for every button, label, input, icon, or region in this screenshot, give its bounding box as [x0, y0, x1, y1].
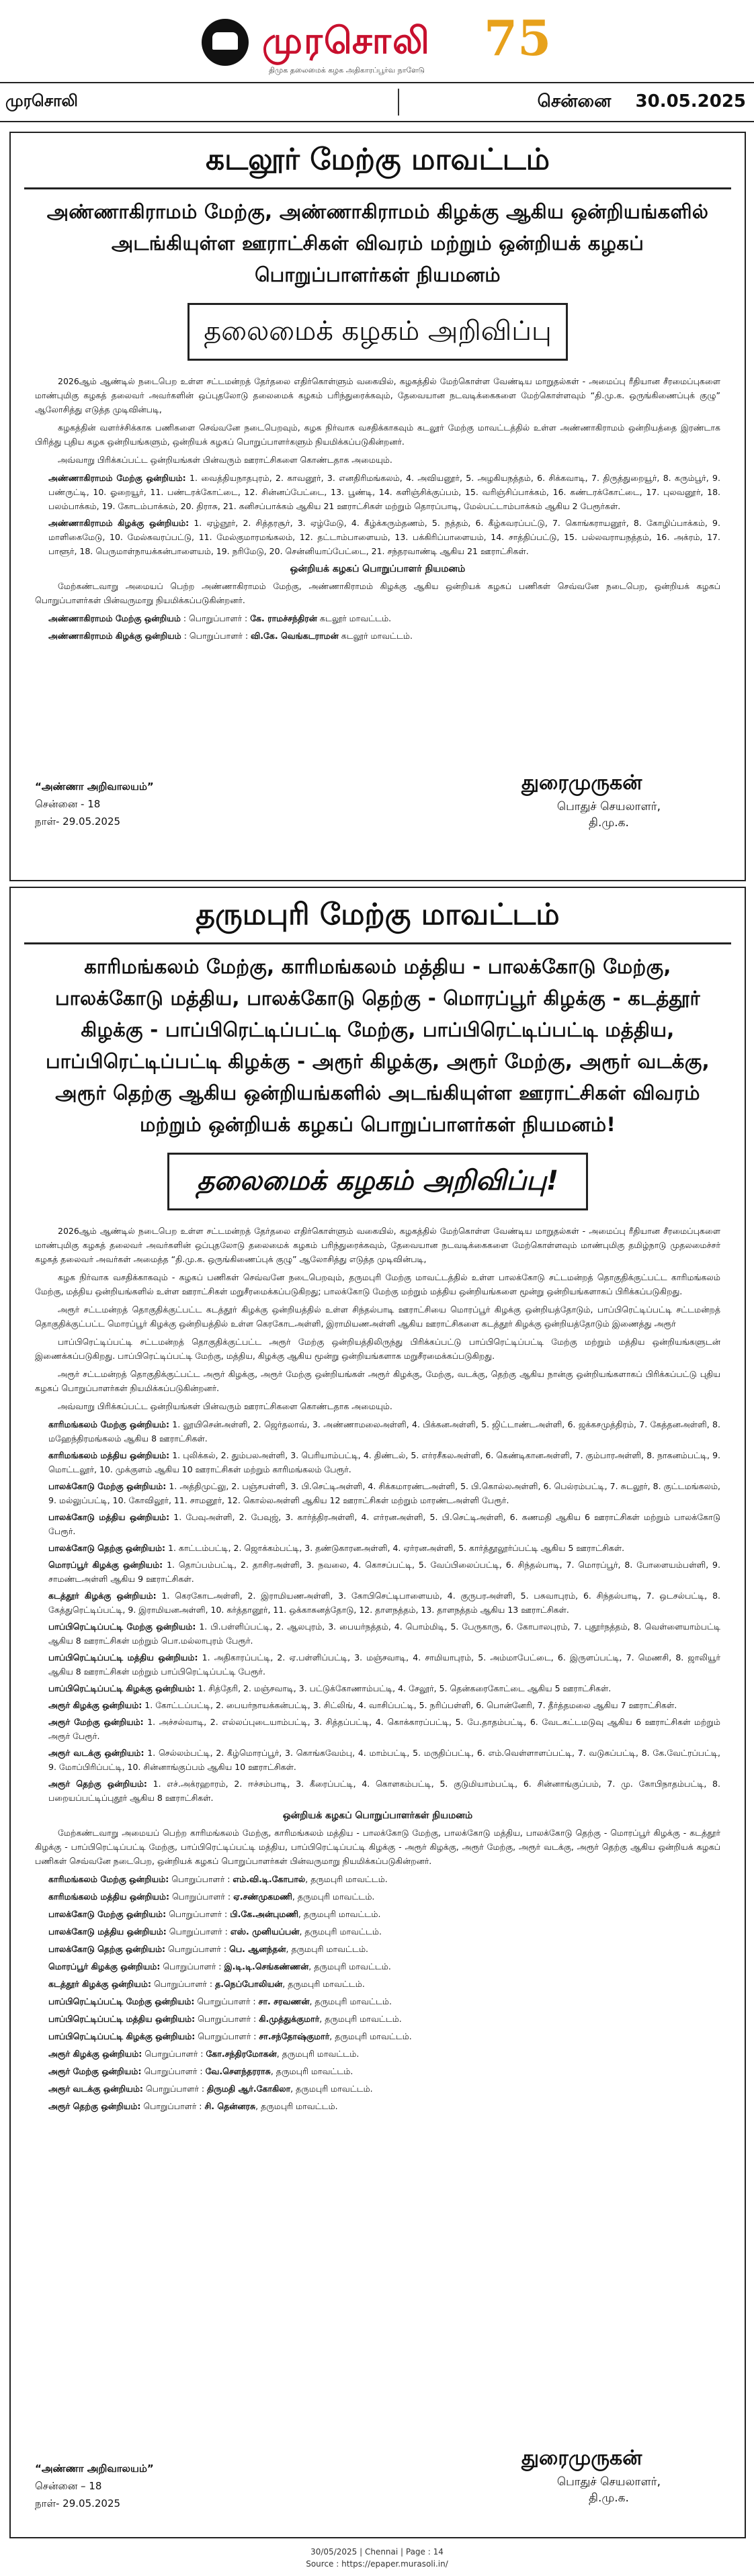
paragraph: கழக நிர்வாக வசதிக்காகவும் - கழகப் பணிகள் செவ்வனே நடைபெறவும், தருமபுரி மேற்கு மாவட்டத்தில் உள்ள பாலக்கோடு சட்டமன்றத் தொகுதிக்குட்பட்ட காரிமங்கலம் மேற்கு, மத்திய ஒன்றியங்களில் உள்ள ஊராட்சிகள் மறுசீரமைக்கப்படுகிறது; பாலக்கோடு மேற்கு மற்றும் மத்திய ஒன்றியங்களை மூன்று ஒன்றியங்களாகப் பிரிக்கப்படுகிறது.	[35, 1272, 720, 1296]
appointment-row: பாலக்கோடு மத்திய ஒன்றியம்: பொறுப்பாளர் : எஸ். முனியப்பன், தருமபுரி மாவட்டம்.	[48, 1926, 382, 1937]
notice-cuddalore	[9, 132, 746, 881]
ward-text: 1. கோட்டப்பட்டி, 2. பையர்நாயக்கன்பட்டி, 3. சிட்லிங், 4. வாசிப்பட்டி, 5. நரிப்பள்ளி, 6. பொன்னேரி, 7. தீர்த்தமலை ஆகிய 7 ஊராட்சிகள்.	[144, 1700, 677, 1710]
ward-text: 1. எச்.அக்ரஹாரம், 2. ஈச்சம்பாடி, 3. கீரைப்பட்டி, 4. கொளகம்பட்டி, 5. குடுமியாம்பட்டி, 6. சின்னாங்குப்பம், 7. மு. கோபிநாதம்பட்டி, 8. பறையப்பட்டிப்புதூர் ஆகிய 8 ஊராட்சிகள்.	[48, 1779, 720, 1803]
signatory-org: தி.மு.க.	[589, 816, 629, 830]
appointment-row: கடத்தூர் கிழக்கு ஒன்றியம்: பொறுப்பாளர் : த.நெப்போலியன், தருமபுரி மாவட்டம்.	[48, 1979, 365, 1989]
place-city: சென்னை – 18	[35, 2480, 102, 2492]
newspaper-logo	[202, 7, 551, 81]
appoint-place: தருமபுரி மாவட்டம்.	[310, 1874, 388, 1884]
appointment-heading: ஒன்றியக் கழகப் பொறுப்பாளர் நியமனம்	[290, 564, 466, 574]
tagline: திமுக தலைமைக் கழக அதிகாரப்பூர்வ நாளேடு	[269, 66, 425, 75]
notice-dharmapuri	[9, 887, 746, 2538]
appoint-name: சா.சந்தோஷ்குமார்	[259, 2031, 330, 2041]
appoint-name: கி.முத்துக்குமார்	[259, 2014, 320, 2024]
appoint-name: பெ. ஆனந்தன்	[229, 1944, 286, 1954]
appoint-name: எஸ். முனியப்பன்	[230, 1926, 300, 1937]
ward-text: 1. தொப்பம்பட்டி, 2. தாசிரஅள்ளி, 3. நவலை, 4. கொசப்பட்டி, 5. வேப்பிலைப்பட்டி, 6. சிந்தல்பாடி, 7. மொரப்பூர், 8. போளையம்பள்ளி, 9. சாமண்டஅள்ளி ஆகிய 9 ஊராட்சிகள்.	[48, 1560, 720, 1584]
appoint-role: பொறுப்பாளர் :	[198, 2014, 257, 2024]
appoint-unit: அரூர் வடக்கு ஒன்றியம்:	[48, 2084, 143, 2094]
appoint-name: சி. தென்னரசு	[204, 2101, 256, 2111]
paragraph: அரூர் சட்டமன்றத் தொகுதிக்குட்பட்ட அரூர் கிழக்கு, அரூர் மேற்கு ஒன்றியங்கள் அரூர் கிழக்கு, மேற்கு, வடக்கு, தெற்கு ஆகிய நான்கு ஒன்றியங்களாகப் பிரிக்கப்பட்டு புதிய கழகப் பொறுப்பாளர்கள் நியமிக்கப்படுகின்றனர்.	[35, 1369, 720, 1393]
ward-label: அண்ணாகிராமம் மேற்கு ஒன்றியம்:	[48, 473, 186, 483]
appoint-place: கடலூர் மாவட்டம்.	[341, 631, 413, 641]
ward-text: 1. கெரகோடஅள்ளி, 2. இராமியணஅள்ளி, 3. கோபிசெட்டிபாளையம், 4. குருபரஅள்ளி, 5. பசுவாபுரம், 6. சிந்தல்பாடி, 7. ஒடசல்பட்டி, 8. கேத்துரெட்டிப்பட்டி, 9. இராமியனஅள்ளி, 10. கர்த்தானூர், 11. ஒக்காசுனத்தோடு, 12. தாளநத்தம், 13. தாளநத்தம் ஆகிய 13 ஊராட்சிகள்.	[48, 1591, 721, 1615]
appoint-place: தருமபுரி மாவட்டம்.	[288, 1979, 365, 1989]
appointment-row: அரூர் மேற்கு ஒன்றியம்: பொறுப்பாளர் : வே.சௌந்தரராசு, தருமபுரி மாவட்டம்.	[48, 2066, 353, 2076]
signature-place	[35, 778, 154, 830]
appoint-unit: காரிமங்கலம் மேற்கு ஒன்றியம்:	[48, 1874, 169, 1884]
divider	[398, 89, 399, 116]
appoint-place: தருமபுரி மாவட்டம்.	[314, 1961, 391, 1971]
ward-text: 1. பி.பள்ளிப்பட்டி, 2. ஆலபுரம், 3. பையர்நத்தம், 4. பொம்மிடி, 5. பேருகாரு, 6. கோபாலபுரம், 7. புதூர்நத்தம், 8. வெள்ளையாம்பட்டி ஆகிய 8 ஊராட்சிகள் மற்றும் பொ.மல்லாபுரம் பேரூர்.	[48, 1622, 720, 1646]
appoint-name: வி.கே. வெங்கடராமன்	[251, 631, 339, 641]
signatory-org: தி.மு.க.	[589, 2491, 629, 2505]
footer-source-link[interactable]: Source : https://epaper.murasoli.in/	[306, 2559, 448, 2569]
date: 30.05.2025	[635, 91, 746, 112]
appoint-place: தருமபுரி மாவட்டம்.	[315, 1996, 392, 2006]
ward-list-item	[35, 516, 720, 558]
ward-list-item	[35, 1619, 720, 1648]
appoint-name: சா. சரவணன்	[258, 1996, 310, 2006]
appoint-name: ஏ.சண்முகமணி	[233, 1892, 292, 1902]
appoint-unit: பாப்பிரெட்டிப்பட்டி மேற்கு ஒன்றியம்:	[48, 1996, 195, 2006]
appointment-row: பாலக்கோடு மேற்கு ஒன்றியம்: பொறுப்பாளர் : பி.கே.அன்புமணி, தருமபுரி மாவட்டம்.	[48, 1909, 381, 1919]
ward-list-item	[35, 1448, 720, 1476]
ward-list-item	[35, 1746, 720, 1774]
appoint-unit: காரிமங்கலம் மத்திய ஒன்றியம்:	[48, 1892, 169, 1902]
appoint-role: பொறுப்பாளர் :	[144, 2066, 203, 2076]
appoint-name: கே. ராமச்சந்திரன்	[250, 613, 317, 623]
footer-page-info: 30/05/2025 | Chennai | Page : 14	[310, 2547, 444, 2557]
place-city: சென்னை - 18	[35, 798, 101, 810]
anniversary-number: 75	[484, 9, 552, 66]
appoint-unit: அண்ணாகிராமம் மேற்கு ஒன்றியம்	[48, 613, 181, 623]
appoint-role: பொறுப்பாளர் :	[169, 1909, 228, 1919]
appointment-intro: மேற்கண்டவாறு அமையப் பெற்ற அண்ணாகிராமம் மேற்கு, அண்ணாகிராமம் கிழக்கு ஆகிய ஒன்றியக் கழகப் பணிகள் செவ்வனே நடைபெற, ஒன்றியக் கழகப் பொறுப்பாளர்கள் பின்வருமாறு நியமிக்கப்படுகின்றனர்.	[35, 581, 720, 605]
appointment-row: அரூர் கிழக்கு ஒன்றியம்: பொறுப்பாளர் : கோ.சந்திரமோகன், தருமபுரி மாவட்டம்.	[48, 2049, 360, 2059]
appointment-intro: மேற்கண்டவாறு அமையப் பெற்ற காரிமங்கலம் மேற்கு, காரிமங்கலம் மத்திய - பாலக்கோடு மேற்கு, பாலக்கோடு மத்திய, பாலக்கோடு தெற்கு - மொரப்பூர் கிழக்கு - கடத்தூர் கிழக்கு - பாப்பிரெட்டிப்பட்டி மேற்கு, பாப்பிரெட்டிப்பட்டி மத்திய, பாப்பிரெட்டிப்பட்டி கிழக்கு - அரூர் கிழக்கு, அரூர் மேற்கு, அரூர் வடக்கு, அரூர் தெற்கு ஆகிய ஒன்றியக் கழகப் பணிகள் செவ்வனே நடைபெற, ஒன்றியக் கழகப் பொறுப்பாளர்கள் பின்வருமாறு நியமிக்கப்படுகின்றனர்.	[35, 1828, 720, 1866]
announcement-box: தலைமைக் கழகம் அறிவிப்பு!	[167, 1153, 588, 1210]
paragraph: அவ்வாறு பிரிக்கப்பட்ட ஒன்றியங்கள் பின்வரும் ஊராட்சிகளை கொண்டதாக அமையும்.	[58, 1401, 392, 1411]
masthead	[0, 0, 754, 121]
ward-text: 1. அதிகாரப்பட்டி, 2. ஏ.பள்ளிப்பட்டி, 3. மஞ்சவாடி, 4. சாமியாபுரம், 5. அம்மாபேட்டை, 6. இருளப்பட்டி, 7. மெணசி, 8. ஜாலியூர் ஆகிய 8 ஊராட்சிகள் மற்றும் பாப்பிரெட்டிப்பட்டி பேரூர்.	[48, 1652, 721, 1677]
ward-list-item	[35, 1698, 720, 1712]
ward-text: 1. புலிக்கல், 2. தும்பலஅள்ளி, 3. பெரியாம்பட்டி, 4. திண்டல், 5. எர்ரசீகலஅள்ளி, 6. கெண்டிகானஅள்ளி, 7. கும்பாரஅள்ளி, 8. நாகனம்பட்டி, 9. மொட்டலூர், 10. முக்குளம் ஆகிய 10 ஊராட்சிகள் மற்றும் காரிமங்கலம் பேரூர்.	[48, 1450, 720, 1474]
appointment-row: அரூர் வடக்கு ஒன்றியம்: பொறுப்பாளர் : திருமதி ஆர்.கோகிலா, தருமபுரி மாவட்டம்.	[48, 2084, 373, 2094]
appointment-row: பாப்பிரெட்டிப்பட்டி மத்திய ஒன்றியம்: பொறுப்பாளர் : கி.முத்துக்குமார், தருமபுரி மாவட்டம்.	[48, 2014, 402, 2024]
ward-label: பாப்பிரெட்டிப்பட்டி கிழக்கு ஒன்றியம்:	[48, 1683, 196, 1693]
ward-text: 1. சித்தேரி, 2. மஞ்சவாடி, 3. பட்டுக்கோணாம்பட்டி, 4. சேலூர், 5. தென்கரைகோட்டை ஆகிய 5 ஊராட்சிகள்.	[198, 1683, 612, 1693]
appointment-row: காரிமங்கலம் மேற்கு ஒன்றியம்: பொறுப்பாளர் : எம்.வி.டி.கோபால், தருமபுரி மாவட்டம்.	[48, 1874, 388, 1884]
appoint-unit: அரூர் மேற்கு ஒன்றியம்:	[48, 2066, 142, 2076]
ward-label: பாலக்கோடு மேற்கு ஒன்றியம்:	[48, 1481, 167, 1491]
notice-date: நாள்- 29.05.2025	[35, 2497, 121, 2510]
ward-list-item	[35, 1589, 720, 1617]
appoint-role: பொறுப்பாளர் :	[163, 1961, 222, 1971]
appoint-role: பொறுப்பாளர் :	[145, 2084, 205, 2094]
appoint-role: பொறுப்பாளர் :	[144, 2049, 204, 2059]
appoint-unit: பாப்பிரெட்டிப்பட்டி மத்திய ஒன்றியம்:	[48, 2014, 196, 2024]
appoint-role: பொறுப்பாளர் :	[197, 1996, 256, 2006]
appointment-row: அரூர் தெற்கு ஒன்றியம்: பொறுப்பாளர் : சி. தென்னரசு, தருமபுரி மாவட்டம்.	[48, 2101, 338, 2111]
appoint-unit: அரூர் கிழக்கு ஒன்றியம்:	[48, 2049, 142, 2059]
place-quote: “அண்ணா அறிவாலயம்”	[35, 2462, 154, 2475]
appoint-place: தருமபுரி மாவட்டம்.	[335, 2031, 412, 2041]
appoint-role: பொறுப்பாளர் :	[169, 1926, 228, 1937]
appoint-name: திருமதி ஆர்.கோகிலா	[207, 2084, 291, 2094]
appoint-place: தருமபுரி மாவட்டம்.	[296, 2084, 373, 2094]
ward-text: 1. அத்திமுட்லு, 2. பஞ்சபள்ளி, 3. பி.செட்டிஅள்ளி, 4. சிக்கமாரண்டஅள்ளி, 5. பி.கொல்லஅள்ளி, 6. பெல்ரம்பட்டி, 7. சுடலூர், 8. குட்டமங்கலம், 9. மல்லுப்பட்டி, 10. கோவிலூர், 11. சாமனூர், 12. கொல்லஅள்ளி ஆகிய 12 ஊராட்சிகள் மற்றும் மாரண்டஅள்ளி பேரூர்.	[48, 1481, 720, 1505]
appoint-name: வே.சௌந்தரராசு	[205, 2066, 271, 2076]
appoint-role: பொறுப்பாளர் :	[171, 1892, 231, 1902]
appoint-unit: கடத்தூர் கிழக்கு ஒன்றியம்:	[48, 1979, 151, 1989]
ward-label: அண்ணாகிராமம் கிழக்கு ஒன்றியம்:	[48, 518, 190, 528]
ward-label: கடத்தூர் கிழக்கு ஒன்றியம்:	[48, 1591, 157, 1601]
ward-text: 1. லூயிசென்அள்ளி, 2. ஜெர்தலாவ், 3. அண்ணாமலைஅள்ளி, 4. பிக்கனஅள்ளி, 5. ஜிட்டாண்டஅள்ளி, 6. ஜக்கசமுத்திரம், 7. கேத்தனஅள்ளி, 8. மஹேந்திரமங்கலம் ஆகிய 8 ஊராட்சிகள்.	[48, 1419, 720, 1444]
ward-list-item	[35, 1681, 720, 1695]
appoint-role: பொறுப்பாளர் :	[143, 2101, 202, 2111]
notice-date: நாள்- 29.05.2025	[35, 815, 121, 828]
appoint-unit: அண்ணாகிராமம் கிழக்கு ஒன்றியம்	[48, 631, 181, 641]
ward-list-item	[35, 1558, 720, 1586]
ward-list-item	[35, 1541, 720, 1555]
signature	[521, 2446, 696, 2506]
appoint-unit: மொரப்பூர் கிழக்கு ஒன்றியம்:	[48, 1961, 161, 1971]
appoint-place: தருமபுரி மாவட்டம்.	[303, 1909, 381, 1919]
appoint-place: தருமபுரி மாவட்டம்.	[297, 1892, 375, 1902]
ward-label: அரூர் கிழக்கு ஒன்றியம்:	[48, 1700, 142, 1710]
ward-list-item	[35, 1510, 720, 1538]
ward-text: 1. காட்டம்பட்டி, 2. ஜொக்கம்பட்டி, 3. தண்டுகாரனஅள்ளி, 4. ஏர்ரனஅள்ளி, 5. கார்த்தூலூர்ப்பட்டி ஆகிய 5 ஊராட்சிகள்.	[168, 1543, 625, 1553]
appointment-heading: ஒன்றியக் கழகப் பொறுப்பாளர்கள் நியமனம்	[282, 1810, 473, 1821]
appoint-unit: பாலக்கோடு மத்திய ஒன்றியம்:	[48, 1926, 167, 1937]
ward-text: 1. அச்சல்வாடி, 2. எல்லப்புடையாம்பட்டி, 3. சித்தப்பட்டி, 4. கொக்காரப்பட்டி, 5. பே.தாதம்பட்டி, 6. வேடகட்டமடுவு ஆகிய 6 ஊராட்சிகள் மற்றும் அரூர் பேரூர்.	[48, 1717, 720, 1741]
ward-list-item	[35, 1777, 720, 1805]
ward-list-item	[35, 1417, 720, 1446]
appoint-name: பி.கே.அன்புமணி	[230, 1909, 298, 1919]
district-title: கடலூர் மேற்கு மாவட்டம்	[24, 133, 731, 189]
paragraph: 2026ஆம் ஆண்டில் நடைபெற உள்ள சட்டமன்றத் தேர்தலை எதிர்கொள்ளும் வகையில், கழகத்தில் மேற்கொள்ள வேண்டிய மாறுதல்கள் - அமைப்பு ரீதியான சீரமைப்புகளை மாண்புமிகு கழகத் தலைவர் அவர்களின் ஒப்புதலோடு தலைமைக் கழகம் பரிந்துரைக்கவும், தேவையான நடவடிக்கைகளை மேற்கொள்ளவும் மாண்புமிகு தமிழ்நாடு முதலமைச்சர் கழகத் தலைவர் அவர்கள் அமைத்த “தி.மு.க. ஒருங்கிணைப்புக் குழு” ஆலோசித்து எடுத்த முடிவின்படி,	[35, 1226, 720, 1264]
paragraph: கழகத்தின் வளர்ச்சிக்காக பணிகளை செவ்வனே நடைபெறவும், கழக நிர்வாக வசதிக்காகவும் கடலூர் மேற்கு மாவட்டத்தில் உள்ள அண்ணாகிராமம் ஒன்றியத்தை இரண்டாக பிரித்து புதிய கழக ஒன்றியங்களும், ஒன்றியக் கழகப் பொறுப்பாளர்களும் நியமிக்கப்படுகின்றனர்.	[35, 423, 720, 447]
appoint-unit: அரூர் தெற்கு ஒன்றியம்:	[48, 2101, 141, 2111]
appoint-role: பொறுப்பாளர் :	[198, 2031, 257, 2041]
notice-headline: அண்ணாகிராமம் மேற்கு, அண்ணாகிராமம் கிழக்கு ஆகிய ஒன்றியங்களில் அடங்கியுள்ள ஊராட்சிகள் விவரம் மற்றும் ஒன்றியக் கழகப் பொறுப்பாளர்கள் நியமனம்	[46, 200, 709, 286]
appointment-row: பாலக்கோடு தெற்கு ஒன்றியம்: பொறுப்பாளர் : பெ. ஆனந்தன், தருமபுரி மாவட்டம்.	[48, 1944, 368, 1954]
signatory-name: துரைமுருகன்	[521, 2446, 642, 2470]
appoint-role: பொறுப்பாளர் :	[171, 1874, 231, 1884]
appointment-row: மொரப்பூர் கிழக்கு ஒன்றியம்: பொறுப்பாளர் : இ.டி.டி.செங்கண்ணன், தருமபுரி மாவட்டம்.	[48, 1961, 391, 1971]
appointment-row: பாப்பிரெட்டிப்பட்டி கிழக்கு ஒன்றியம்: பொறுப்பாளர் : சா.சந்தோஷ்குமார், தருமபுரி மாவட்டம்.	[48, 2031, 412, 2041]
paragraph: அரூர் சட்டமன்றத் தொகுதிக்குட்பட்ட கடத்தூர் கிழக்கு ஒன்றியத்தில் உள்ள சிந்தல்பாடி ஊராட்சியை மொரப்பூர் கிழக்கு ஒன்றியத்தோடும், பாப்பிரெட்டிப்பட்டி சட்டமன்றத் தொகுதிக்குட்பட்ட மொரப்பூர் கிழக்கு ஒன்றியத்தில் உள்ள கெரகோடஅள்ளி, இராமியணஅள்ளி ஆகிய ஊராட்சிகளை கடத்தூர் கிழக்கு ஒன்றியத்தோடும் இணைத்து அரூர்	[35, 1304, 720, 1329]
appoint-unit: பாப்பிரெட்டிப்பட்டி கிழக்கு ஒன்றியம்:	[48, 2031, 196, 2041]
paragraph: அவ்வாறு பிரிக்கப்பட்ட ஒன்றியங்கள் பின்வரும் ஊராட்சிகளை கொண்டதாக அமையும்.	[58, 455, 392, 465]
appointment-row: பாப்பிரெட்டிப்பட்டி மேற்கு ஒன்றியம்: பொறுப்பாளர் : சா. சரவணன், தருமபுரி மாவட்டம்.	[48, 1996, 392, 2006]
ward-label: பாப்பிரெட்டிப்பட்டி மேற்கு ஒன்றியம்:	[48, 1622, 196, 1632]
ward-label: காரிமங்கலம் மத்திய ஒன்றியம்:	[48, 1450, 170, 1460]
appoint-place: தருமபுரி மாவட்டம்.	[291, 1944, 368, 1954]
appoint-place: தருமபுரி மாவட்டம்.	[282, 2049, 360, 2059]
place-quote: “அண்ணா அறிவாலயம்”	[35, 781, 154, 793]
appoint-role: : பொறுப்பாளர் :	[183, 613, 248, 623]
appoint-place: தருமபுரி மாவட்டம்.	[325, 2014, 402, 2024]
appoint-name: கோ.சந்திரமோகன்	[206, 2049, 277, 2059]
district-title: தருமபுரி மேற்கு மாவட்டம்	[24, 888, 731, 944]
appoint-role: பொறுப்பாளர் :	[153, 1979, 213, 1989]
appoint-place: தருமபுரி மாவட்டம்.	[276, 2066, 353, 2076]
ward-list-item	[35, 1650, 720, 1679]
newspaper-name: முரசொலி	[262, 19, 431, 62]
ward-label: அரூர் மேற்கு ஒன்றியம்:	[48, 1717, 144, 1727]
signature	[521, 771, 696, 831]
appoint-role: : பொறுப்பாளர் :	[183, 631, 249, 641]
rising-sun-icon	[202, 19, 249, 66]
ward-text: 1. வைத்தியநாதபுரம், 2. காவனூர், 3. எனதிரிமங்கலம், 4. அவியனூர், 5. அழகியநத்தம், 6. சிக்கவாடி, 7. திருத்துறையூர், 8. கரும்பூர், 9. பண்ருட்டி, 10. ஓறையூர், 11. பண்டரக்கோட்டை, 12. சின்னப்பேட்டை, 13. பூண்டி, 14. களிஞ்சிக்குப்பம், 15. வரிஞ்சிப்பாக்கம், 16. கண்டரக்கோட்டை, 17. புலவனூர், 18. பலம்பாக்கம், 19. கோடம்பாக்கம், 20. திராசு, 21. கனிசப்பாக்கம் ஆகிய 21 ஊராட்சிகள் மற்றும் தொரப்பாடி, மேல்பட்டாம்பாக்கம் ஆகிய 2 பேரூர்கள்.	[48, 473, 720, 511]
ward-list-item	[35, 1479, 720, 1507]
ward-label: மொரப்பூர் கிழக்கு ஒன்றியம்:	[48, 1560, 163, 1570]
appoint-name: இ.டி.டி.செங்கண்ணன்	[224, 1961, 309, 1971]
ward-label: பாப்பிரெட்டிப்பட்டி மத்திய ஒன்றியம்:	[48, 1652, 198, 1662]
appointment-row	[35, 611, 720, 625]
ward-text: 1. செல்லம்பட்டி, 2. கீழ்மொரப்பூர், 3. கொங்கவேம்பு, 4. மாம்பட்டி, 5. மருதிப்பட்டி, 6. எம்.வெள்ளாளப்பட்டி, 7. வடுகப்பட்டி, 8. கே.வேட்ரப்பட்டி, 9. மோப்பிரிப்பட்டி, 10. சின்னாங்குப்பம் ஆகிய 10 ஊராட்சிகள்.	[48, 1748, 720, 1772]
ward-label: காரிமங்கலம் மேற்கு ஒன்றியம்:	[48, 1419, 169, 1429]
ward-text: 1. பேவுஅள்ளி, 2. பேவுஜ், 3. கார்த்திரஅள்ளி, 4. எர்ரனஅள்ளி, 5. பி.செட்டிஅள்ளி, 6. கணமதி ஆகிய 6 ஊராட்சிகள் மற்றும் பாலக்கோடு பேரூர்.	[48, 1512, 720, 1536]
ward-label: பாலக்கோடு தெற்கு ஒன்றியம்:	[48, 1543, 166, 1553]
appoint-name: எம்.வி.டி.கோபால்	[233, 1874, 306, 1884]
appoint-place: தருமபுரி மாவட்டம்.	[261, 2101, 338, 2111]
paragraph: பாப்பிரெட்டிப்பட்டி சட்டமன்றத் தொகுதிக்குட்பட்ட அரூர் மேற்கு ஒன்றியத்திலிருந்து பிரிக்கப்பட்டு பாப்பிரெட்டிப்பட்டி மேற்கு மற்றும் மத்திய ஒன்றியங்களுடன் இணைக்கப்படுகிறது. பாப்பிரெட்டிப்பட்டி மேற்கு, மத்திய, கிழக்கு ஆகிய மூன்று ஒன்றியங்களாக மறுசீரமைக்கப்படுகிறது.	[35, 1337, 720, 1361]
appoint-place: கடலூர் மாவட்டம்.	[319, 613, 392, 623]
appoint-unit: பாலக்கோடு மேற்கு ஒன்றியம்:	[48, 1909, 167, 1919]
appoint-unit: பாலக்கோடு தெற்கு ஒன்றியம்:	[48, 1944, 166, 1954]
ward-label: அரூர் வடக்கு ஒன்றியம்:	[48, 1748, 144, 1758]
ward-list-item	[35, 471, 720, 513]
meta-bar	[0, 82, 754, 122]
masthead-dateline	[538, 91, 746, 114]
signatory-name: துரைமுருகன்	[521, 771, 642, 795]
page-footer	[0, 2546, 754, 2570]
ward-list-item	[35, 1715, 720, 1743]
signatory-title: பொதுச் செயலாளர்,	[556, 800, 661, 813]
anniversary-badge	[484, 9, 552, 77]
notice-headline: காரிமங்கலம் மேற்கு, காரிமங்கலம் மத்திய - பாலக்கோடு மேற்கு, பாலக்கோடு மத்திய, பாலக்கோடு தெற்கு - மொரப்பூர் கிழக்கு - கடத்தூர் கிழக்கு - பாப்பிரெட்டிப்பட்டி மேற்கு, பாப்பிரெட்டிப்பட்டி மத்திய, பாப்பிரெட்டிப்பட்டி கிழக்கு - அரூர் கிழக்கு, அரூர் மேற்கு, அரூர் வடக்கு, அரூர் தெற்கு ஆகிய ஒன்றியங்களில் அடங்கியுள்ள ஊராட்சிகள் விவரம் மற்றும் ஒன்றியக் கழகப் பொறுப்பாளர்கள் நியமனம்!	[46, 955, 710, 1136]
appoint-role: பொறுப்பாளர் :	[168, 1944, 227, 1954]
ward-text: 1. ஏழ்ஞூர், 2. சித்தரசூர், 3. ஏழ்மேடு, 4. கீழ்க்கரும்தணம், 5. நத்தம், 6. கீழ்கவரப்பட்டு, 7. கொங்கராயனூர், 8. கோழிப்பாக்கம், 9. மாளிகைமேடு, 10. மேல்கவரப்பட்டு, 11. மேல்குமாரமங்கலம், 12. தட்டாம்பாளையம், 13. பக்கிரிப்பாளையம், 14. சாத்திப்பட்டு, 15. பல்லவராயநத்தம், 16. அக்ரம், 17. பாளூர், 18. பெருமாள்நாயக்கன்பாளையம், 19. நரிமேடு, 20. சென்னியாப்பேட்டை, 21. சந்தரவாண்டி ஆகிய 21 ஊராட்சிகள்.	[48, 518, 720, 556]
announcement-box: தலைமைக் கழகம் அறிவிப்பு	[187, 303, 568, 361]
masthead-left-label: முரசொலி	[5, 91, 78, 110]
ward-label: அரூர் தெற்கு ஒன்றியம்:	[48, 1779, 147, 1789]
appoint-name: த.நெப்போலியன்	[215, 1979, 283, 1989]
appointment-row	[35, 629, 720, 643]
signatory-title: பொதுச் செயலாளர்,	[556, 2475, 661, 2489]
notice-body	[11, 374, 745, 643]
appointment-row: காரிமங்கலம் மத்திய ஒன்றியம்: பொறுப்பாளர் : ஏ.சண்முகமணி, தருமபுரி மாவட்டம்.	[48, 1892, 375, 1902]
ward-label: பாலக்கோடு மத்திய ஒன்றியம்:	[48, 1512, 170, 1522]
notice-body	[11, 1224, 745, 2113]
appoint-place: தருமபுரி மாவட்டம்.	[304, 1926, 382, 1937]
paragraph: 2026ஆம் ஆண்டில் நடைபெற உள்ள சட்டமன்றத் தேர்தலை எதிர்கொள்ளும் வகையில், கழகத்தில் மேற்கொள்ள வேண்டிய மாறுதல்கள் - அமைப்பு ரீதியான சீரமைப்புகளை மாண்புமிகு கழகத் தலைவர் அவர்களின் ஒப்புதலோடு தலைமைக் கழகம் பரிந்துரைக்கவும், தேவையான நடவடிக்கைகளை மேற்கொள்ளவும் “தி.மு.க. ஒருங்கிணைப்புக் குழு” ஆலோசித்து எடுத்த முடிவின்படி,	[35, 376, 720, 414]
signature-place	[35, 2460, 154, 2512]
city: சென்னை	[537, 91, 612, 112]
